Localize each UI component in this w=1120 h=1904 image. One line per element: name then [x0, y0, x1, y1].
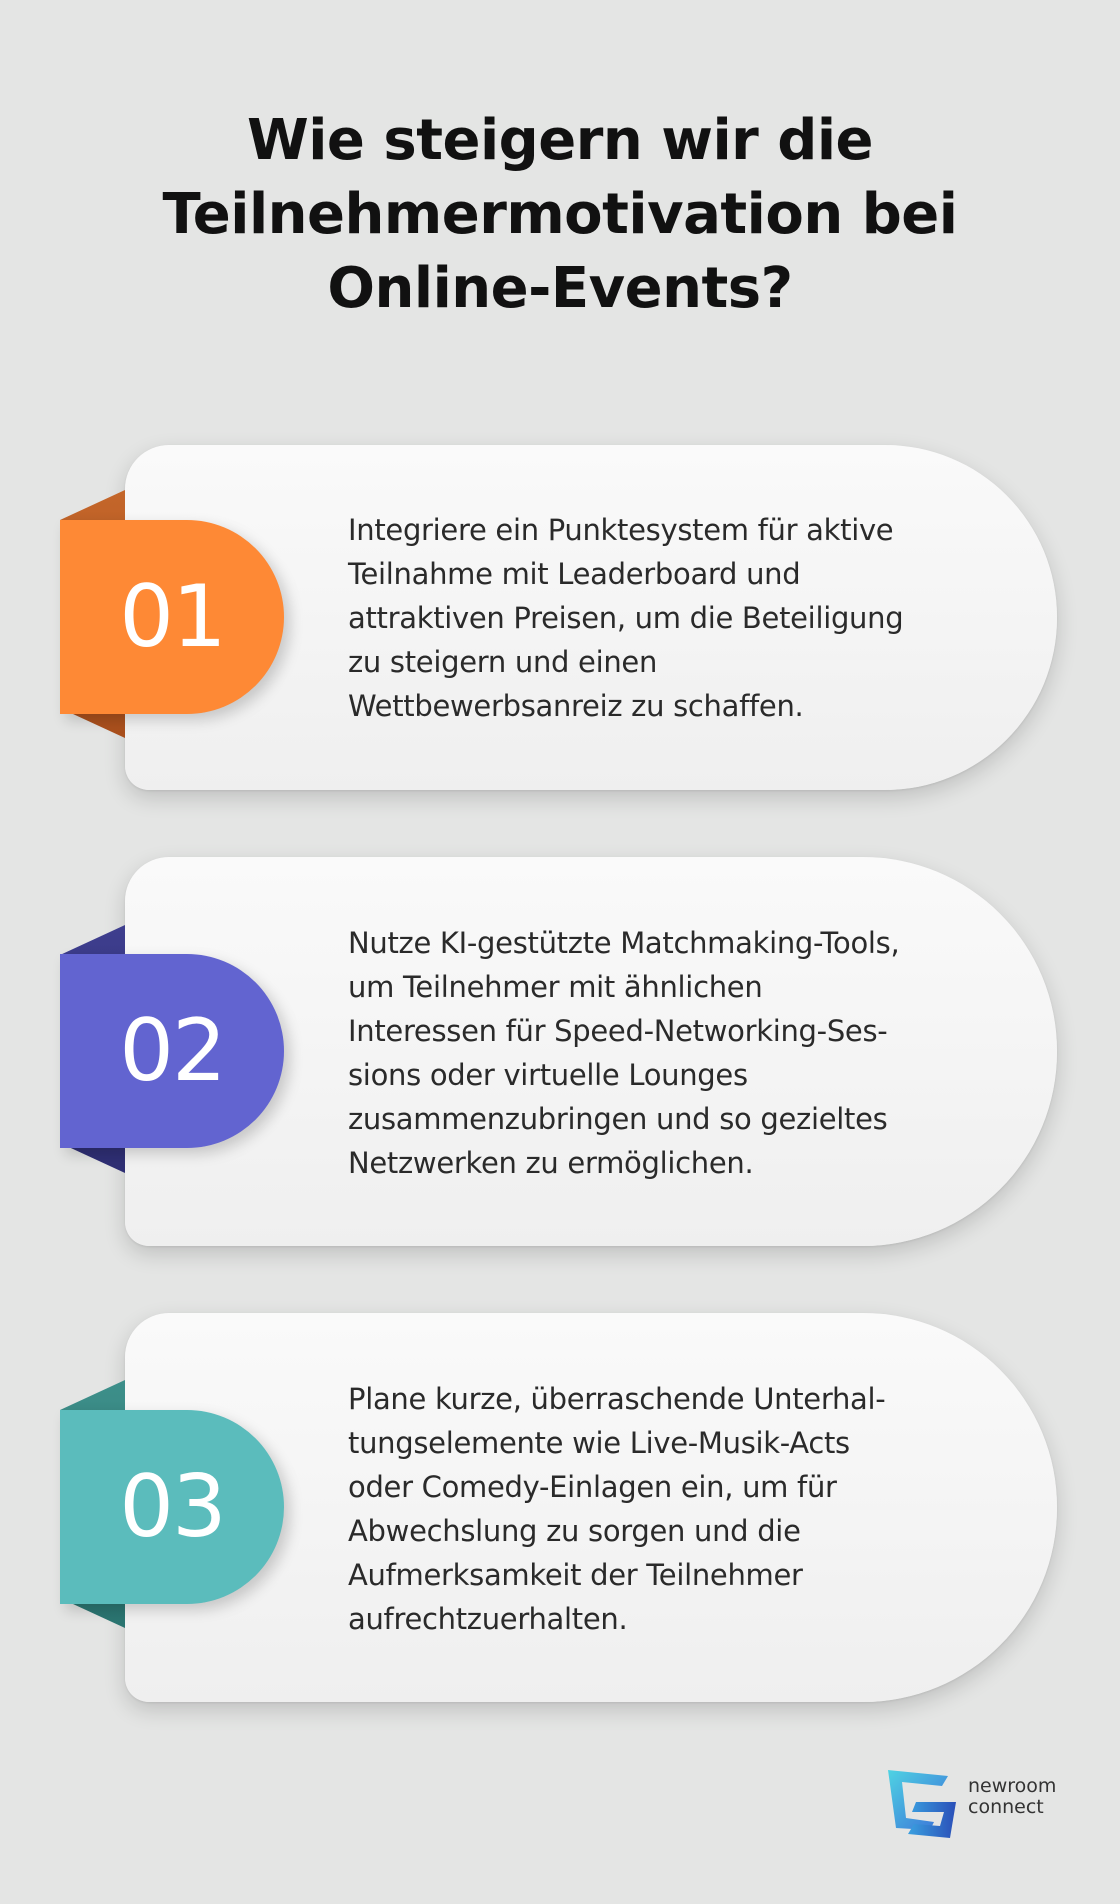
text-line: sions oder virtuelle Lounges — [348, 1058, 748, 1092]
text-line: Nutze KI-gestützte Matchmaking-Tools, — [348, 926, 900, 960]
text-line: zusammenzubringen und so gezieltes — [348, 1102, 888, 1136]
text-line: um Teilnehmer mit ähnlichen — [348, 970, 763, 1004]
step-text-3 — [348, 1377, 948, 1641]
step-number-3: 03 — [119, 1457, 225, 1557]
text-line: Plane kurze, überraschende Unterhal- — [348, 1382, 886, 1416]
text-line: oder Comedy-Einlagen ein, um für — [348, 1470, 837, 1504]
text-line: Integriere ein Punktesystem für aktive — [348, 513, 894, 547]
step-text-1 — [348, 508, 948, 728]
text-line: zu steigern und einen — [348, 645, 658, 679]
text-line: tungselemente wie Live-Musik-Acts — [348, 1426, 850, 1460]
text-line: Netzwerken zu ermöglichen. — [348, 1146, 754, 1180]
title-line: Teilnehmermotivation bei — [162, 182, 958, 247]
step-badge-2 — [60, 954, 284, 1148]
text-line: Wettbewerbsanreiz zu schaffen. — [348, 689, 804, 723]
newroom-connect-logo — [886, 1768, 1076, 1840]
logo-wordmark — [968, 1776, 1056, 1818]
text-line: aufrechtzuerhalten. — [348, 1602, 628, 1636]
title-line: Online-Events? — [327, 256, 793, 321]
text-line: Abwechslung zu sorgen und die — [348, 1514, 801, 1548]
step-number-2: 02 — [119, 1001, 225, 1101]
text-line: Aufmerksamkeit der Teilnehmer — [348, 1558, 803, 1592]
step-badge-1 — [60, 520, 284, 714]
text-line: Interessen für Speed-Networking-Ses- — [348, 1014, 888, 1048]
text-line: attraktiven Preisen, um die Beteiligung — [348, 601, 904, 635]
logo-line-2: connect — [968, 1796, 1044, 1818]
newroom-logo-icon — [886, 1768, 968, 1840]
text-line: Teilnahme mit Leaderboard und — [348, 557, 801, 591]
page-title — [60, 104, 1060, 326]
step-number-1: 01 — [119, 567, 225, 667]
step-text-2 — [348, 921, 948, 1185]
title-line: Wie steigern wir die — [246, 108, 874, 173]
step-badge-3 — [60, 1410, 284, 1604]
logo-line-1: newroom — [968, 1775, 1057, 1797]
